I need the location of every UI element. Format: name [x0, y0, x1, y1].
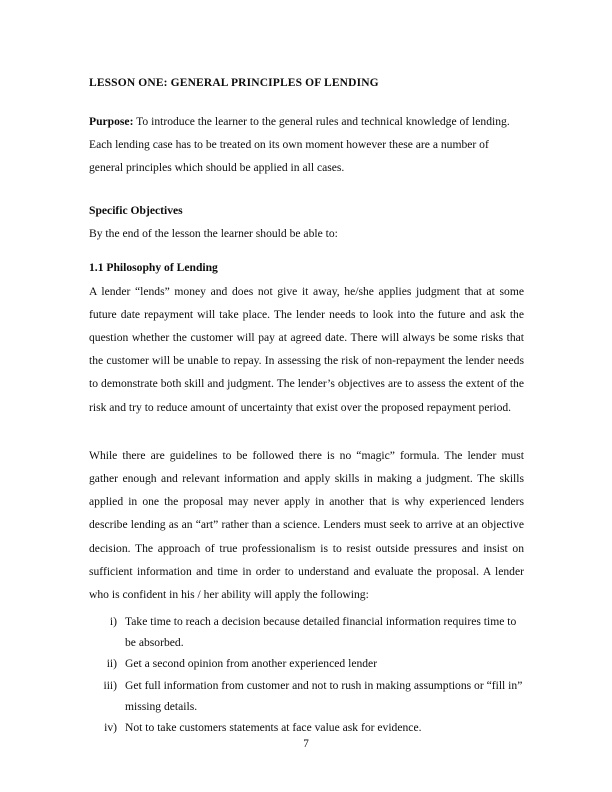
list-item — [89, 654, 524, 675]
intro-paragraph: Each lending case has to be treated on its own moment however these are a number of general principles which should be applied in all cases. — [89, 137, 489, 174]
spacer-between-paragraphs — [89, 419, 524, 444]
purpose-text: To introduce the learner to the general rules and technical knowledge of lending. — [133, 114, 510, 128]
list-marker: iv) — [104, 721, 117, 735]
list-marker: iii) — [103, 678, 117, 692]
philosophy-heading: 1.1 Philosophy of Lending — [89, 261, 218, 275]
list-marker: i) — [109, 615, 117, 629]
lesson-title: LESSON ONE: GENERAL PRINCIPLES OF LENDING — [89, 77, 379, 89]
list-item-text: Get full information from customer and not to rush in making assumptions or “fill in” missing details. — [125, 678, 523, 713]
list-item — [89, 718, 524, 739]
body-paragraph-one: A lender “lends” money and does not give it away, he/she applies judgment that at some future date repayment will take place. The lender needs to look into the future and ask the question whether the customer will pay at agreed date. There will always be some risks that the customer will be unable to repay. In assessing the risk of non-repayment the lender needs to demonstrate both skill and judgment. The lender’s objectives are to assess the extent of the risk and try to reduce amount of uncertainty that exist over the proposed repayment period. — [89, 284, 524, 414]
objectives-heading: Specific Objectives — [89, 204, 183, 218]
body-paragraph-two: While there are guidelines to be followed there is no “magic” formula. The lender must gather enough and relevant information and apply skills in making a judgment. The skills applied in one the proposal may never apply in another that is why experienced lenders describe lending as an “art” rather than a science. Lenders must seek to arrive at an objective decision. The approach of true professionalism is to resist outside pressures and insist on sufficient information and time in order to understand and evaluate the proposal. A lender who is confident in his / her ability will apply the following: — [89, 448, 524, 601]
list-item-text: Take time to reach a decision because detailed financial information requires time to be absorbed. — [125, 615, 517, 649]
spacer-before-objectives — [89, 179, 524, 199]
list-item — [89, 676, 524, 717]
spacer-before-section — [89, 245, 524, 256]
purpose-label: Purpose: — [89, 114, 134, 128]
list-item — [89, 612, 524, 653]
list-item-text: Get a second opinion from another experienced lender — [125, 657, 378, 671]
document-body — [89, 76, 524, 740]
purpose-paragraph — [89, 110, 524, 133]
page-number: 7 — [303, 738, 309, 750]
principles-list — [89, 612, 524, 739]
list-item-text: Not to take customers statements at face value ask for evidence. — [125, 721, 422, 735]
objectives-intro: By the end of the lesson the learner should be able to: — [89, 227, 338, 241]
list-marker: ii) — [106, 657, 117, 671]
